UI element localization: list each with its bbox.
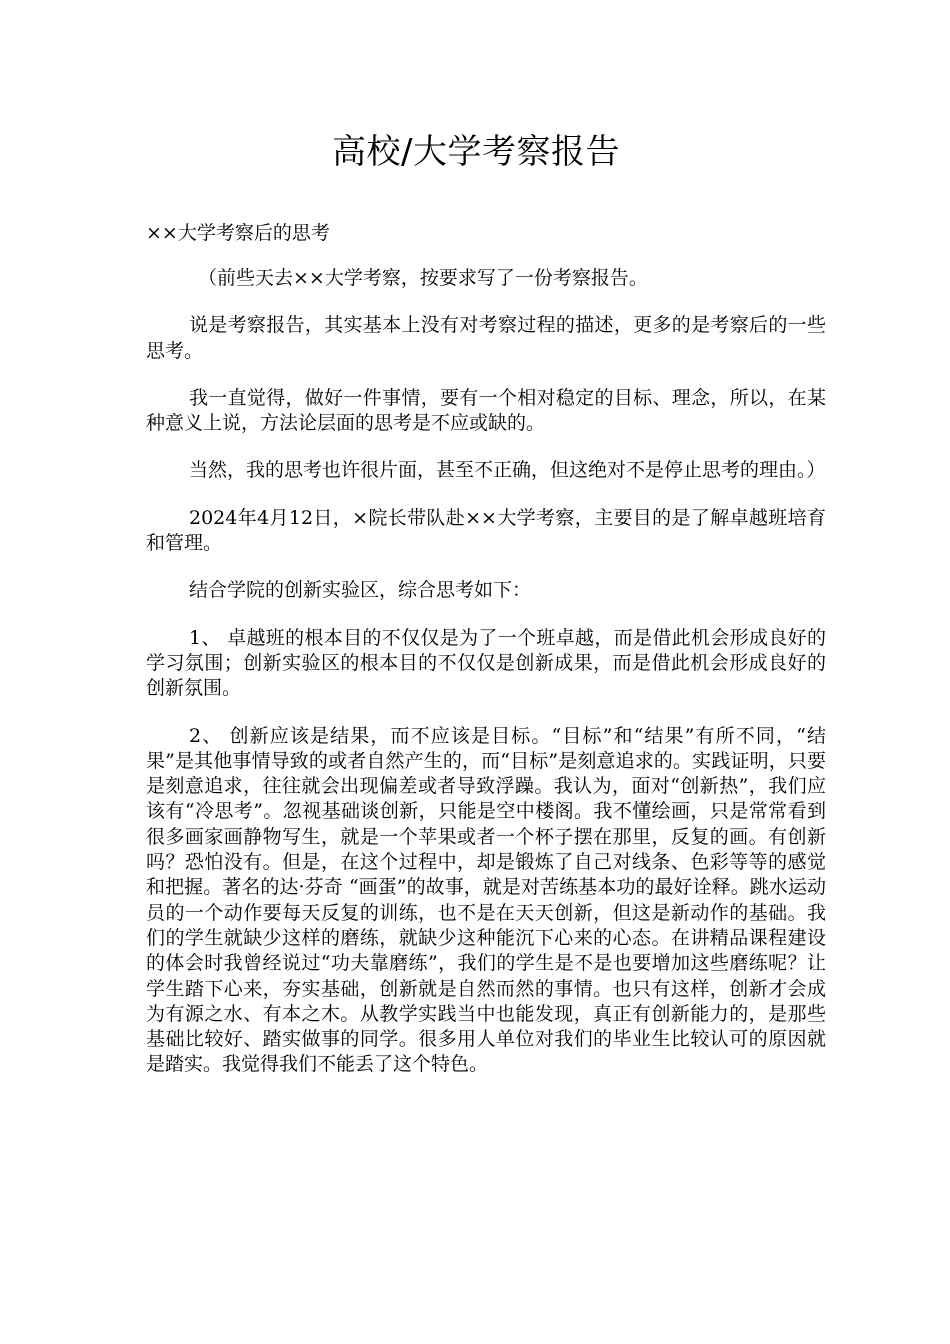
spacer: [146, 364, 826, 386]
spacer: [146, 556, 826, 578]
paragraph-intro: （前些天去××大学考察，按要求写了一份考察报告。: [198, 267, 648, 289]
spacer: [146, 702, 826, 724]
spacer: [146, 484, 826, 506]
page-title: 高校/大学考察报告: [332, 132, 620, 172]
paragraph-summary-intro: 结合学院的创新实验区，综合思考如下：: [189, 579, 532, 602]
spacer: [146, 246, 826, 266]
paragraph-methodology: 我一直觉得，做好一件事情，要有一个相对稳定的目标、理念，所以，在某种意义上说，方法论层面的思考是不应或缺的。: [146, 386, 826, 435]
document-subtitle: ××大学考察后的思考: [146, 222, 330, 244]
spacer: [146, 604, 826, 626]
document-page: [146, 120, 826, 1078]
paragraph-visit-info: 2024年4月12日，×院长带队赴××大学考察，主要目的是了解卓越班培育和管理。: [146, 506, 826, 555]
paragraph-report-note: 说是考察报告，其实基本上没有对考察过程的描述，更多的是考察后的一些思考。: [146, 314, 826, 362]
paragraph-disclaimer: 当然，我的思考也许很片面，甚至不正确，但这绝对不是停止思考的理由。）: [189, 459, 826, 482]
paragraph-point-2: 2、 创新应该是结果，而不应该是目标。“目标”和“结果”有所不同，“结果”是其他事情导致的或者自然产生的，而“目标”是刻意追求的。实践证明，只要是刻意追求，往往就会出现偏差或者导致浮躁。我认为，面对“创新热”，我们应该有“冷思考”。忽视基础谈创新，只能是空中楼阁。我不懂绘画，只是常常看到很多画家画静物写生，就是一个苹果或者一个杯子摆在那里，反复的画。有创新吗？恐怕没有。但是，在这个过程中，却是锻炼了自己对线条、色彩等等的感觉和把握。著名的达·芬奇 “画蛋”的故事，就是对苦练基本功的最好诠释。跳水运动员的一个动作要每天反复的训练，也不是在天天创新，但这是新动作的基础。我们的学生就缺少这样的磨练，就缺少这种能沉下心来的心态。在讲精品课程建设的体会时我曾经说过“功夫靠磨练”，我们的学生是不是也要增加这些磨练呢？让学生踏下心来，夯实基础，创新就是自然而然的事情。也只有这样，创新才会成为有源之水、有本之木。从教学实践当中也能发现，真正有创新能力的，是那些基础比较好、踏实做事的同学。很多用人单位对我们的毕业生比较认可的原因就是踏实。我觉得我们不能丢了这个特色。: [146, 724, 826, 1076]
paragraph-point-1: 1、 卓越班的根本目的不仅仅是为了一个班卓越，而是借此机会形成良好的学习氛围；创新实验区的根本目的不仅仅是创新成果，而是借此机会形成良好的创新氛围。: [146, 626, 826, 700]
spacer: [146, 436, 826, 458]
spacer: [146, 291, 826, 313]
